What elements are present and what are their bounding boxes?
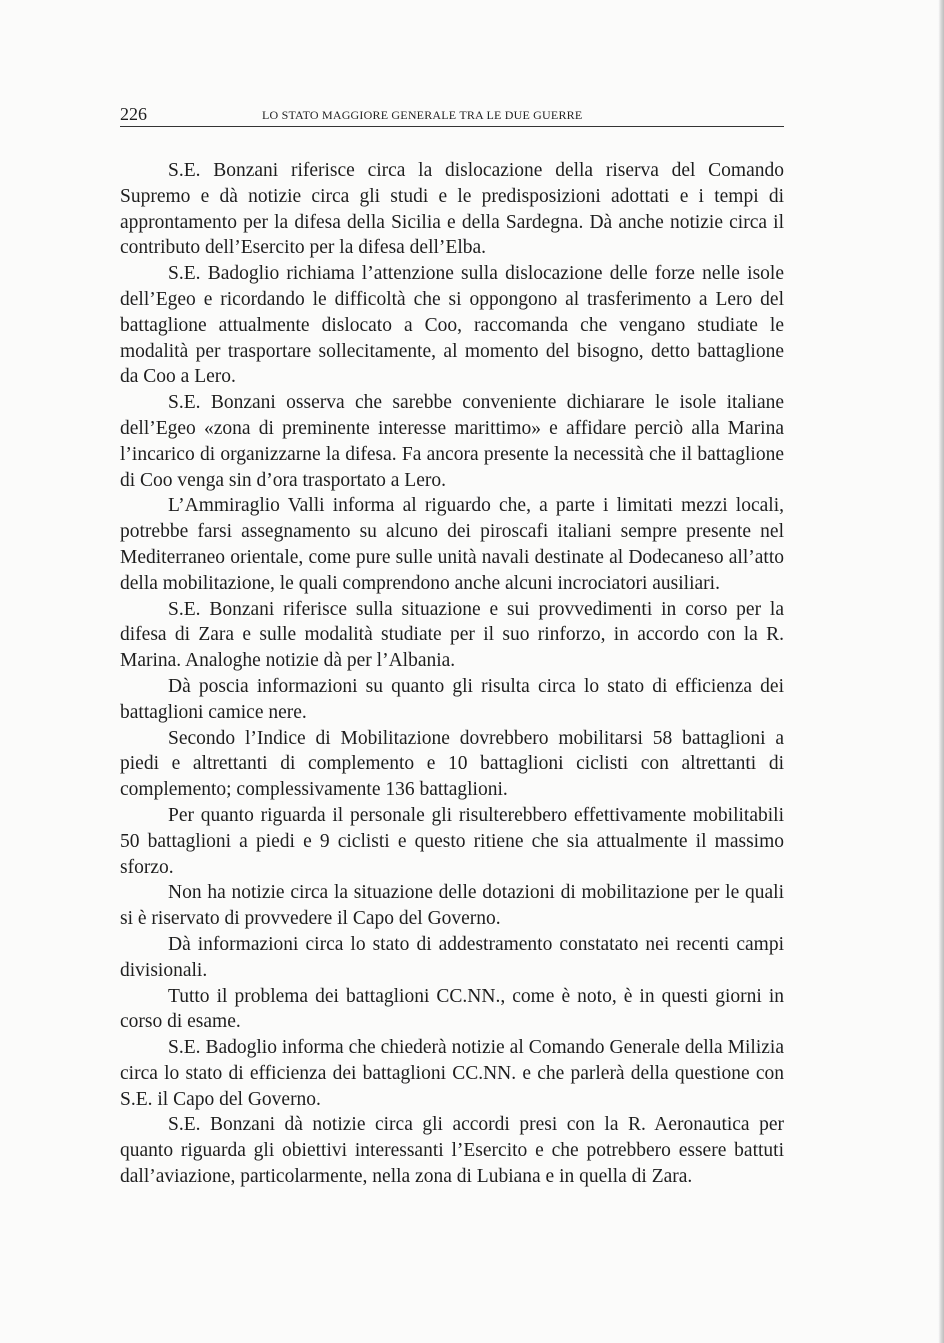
paragraph: S.E. Bonzani riferisce circa la dislocazione della riserva del Comando Supremo e dà notizie circa gli studi e le predisposizioni adottati e i tempi di approntamento per la difesa della Sicilia e della Sardegna. Dà anche notizie circa il contributo dell’Esercito per la difesa dell’Elba. xyxy=(120,160,784,259)
paragraph: Tutto il problema dei battaglioni CC.NN., come è noto, è in questi giorni in corso di esame. xyxy=(120,985,784,1033)
page-edge-shadow xyxy=(938,0,944,1343)
paragraph: S.E. Badoglio richiama l’attenzione sulla dislocazione delle forze nelle isole dell’Egeo e ricordando le difficoltà che si oppongono al trasferimento a Lero del battaglione attualmente dislocato a Coo, raccomanda che vengano studiate le modalità per trasportare sollecitamente, al momento del bisogno, detto battaglione da Coo a Lero. xyxy=(120,263,784,388)
paragraph: S.E. Bonzani dà notizie circa gli accordi presi con la R. Aeronautica per quanto riguarda gli obiettivi interessanti l’Esercito e che potrebbero essere battuti dall’aviazione, particolarmente, nella zona di Lubiana e in quella di Zara. xyxy=(120,1114,784,1188)
paragraph: L’Ammiraglio Valli informa al riguardo che, a parte i limitati mezzi locali, potrebbe farsi assegnamento su alcuno dei piroscafi italiani sempre presente nel Mediterraneo orientale, come pure sulle unità navali destinate al Dodecaneso all’atto della mobilitazione, le quali comprendono anche alcuni incrociatori ausiliari. xyxy=(120,495,784,594)
paragraph: Non ha notizie circa la situazione delle dotazioni di mobilitazione per le quali si è riservato di provvedere il Capo del Governo. xyxy=(120,882,784,930)
running-title: LO STATO MAGGIORE GENERALE TRA LE DUE GUERRE xyxy=(262,108,583,122)
paragraph: S.E. Badoglio informa che chiederà notizie al Comando Generale della Milizia circa lo stato di efficienza dei battaglioni CC.NN. e che parlerà della questione con S.E. il Capo del Governo. xyxy=(120,1037,784,1110)
paragraph: Dà poscia informazioni su quanto gli risulta circa lo stato di efficienza dei battaglioni camice nere. xyxy=(120,675,784,723)
page-header xyxy=(120,104,784,127)
body-text xyxy=(120,158,784,1190)
paragraph: Per quanto riguarda il personale gli risulterebbero effettivamente mobilitabili 50 battaglioni a piedi e 9 ciclisti e questo ritiene che sia attualmente il massimo sforzo. xyxy=(120,804,784,878)
paragraph: Dà informazioni circa lo stato di addestramento constatato nei recenti campi divisionali. xyxy=(120,933,784,981)
paragraph: S.E. Bonzani riferisce sulla situazione e sui provvedimenti in corso per la difesa di Zara e sulle modalità studiate per il suo rinforzo, in accordo con la R. Marina. Analoghe notizie dà per l’Albania. xyxy=(120,598,784,672)
page-number: 226 xyxy=(120,104,147,124)
paragraph: Secondo l’Indice di Mobilitazione dovrebbero mobilitarsi 58 battaglioni a piedi e altrettanti di complemento e 10 battaglioni ciclisti con altrettanti di complemento; complessivamente 136 battaglioni. xyxy=(120,727,784,801)
paragraph: S.E. Bonzani osserva che sarebbe conveniente dichiarare le isole italiane dell’Egeo «zona di preminente interesse marittimo» e affidare perciò alla Marina l’incarico di organizzarne la difesa. Fa ancora presente la necessità che il battaglione di Coo venga sin d’ora trasportato a Lero. xyxy=(120,392,784,491)
